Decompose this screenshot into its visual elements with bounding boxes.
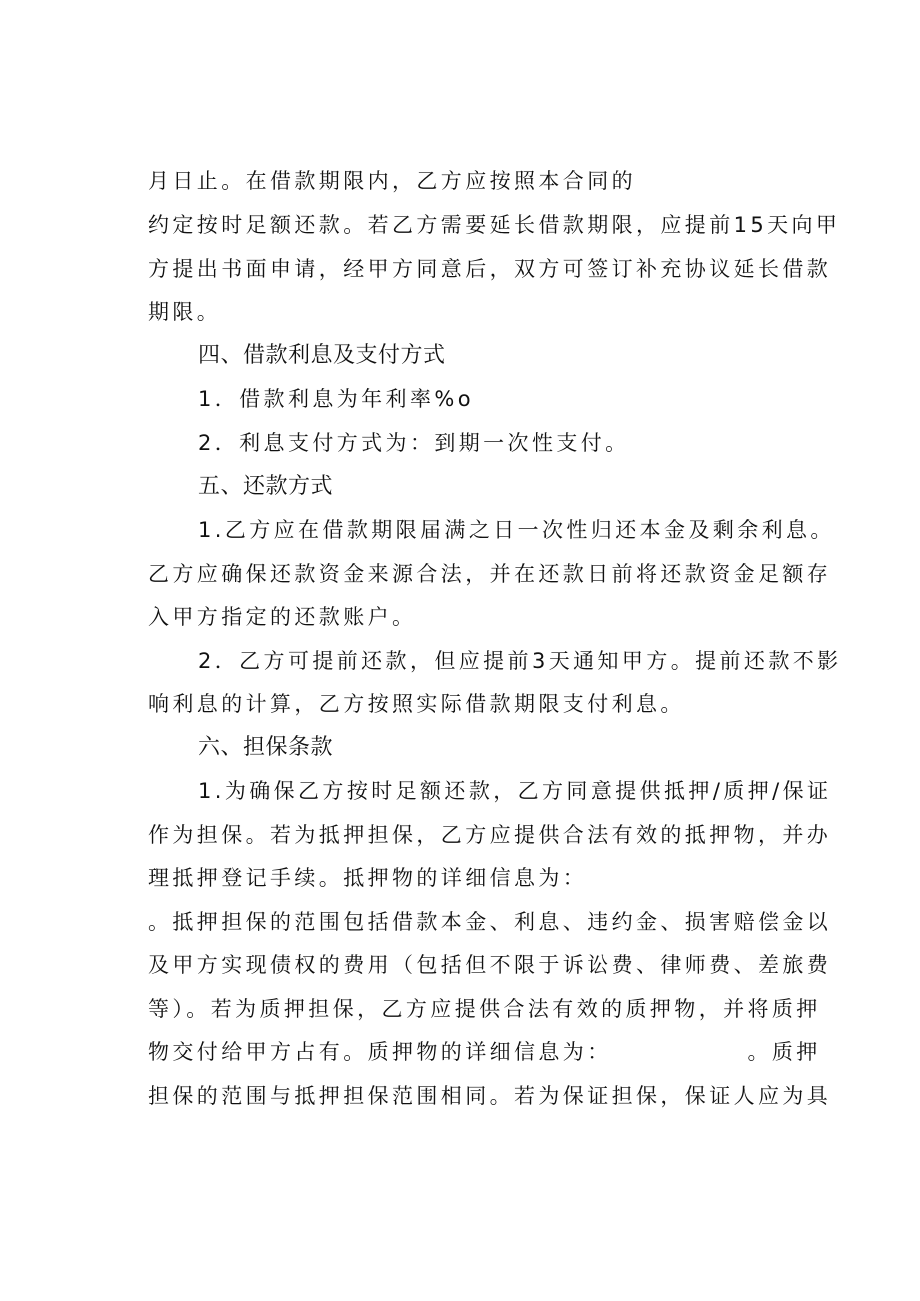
paragraph-line: 作为担保。若为抵押担保，乙方应提供合法有效的抵押物，并办 <box>148 823 832 847</box>
paragraph-line: 2．乙方可提前还款，但应提前3天通知甲方。提前还款不影 <box>198 649 842 673</box>
paragraph-line: 担保的范围与抵押担保范围相同。若为保证担保，保证人应为具 <box>148 1084 832 1108</box>
paragraph-line: 1.为确保乙方按时足额还款，乙方同意提供抵押/质押/保证 <box>198 779 832 803</box>
paragraph-line: 等）。若为质押担保，乙方应提供合法有效的质押物，并将质押 <box>148 997 821 1021</box>
paragraph-line: 2．利息支付方式为：到期一次性支付。 <box>198 431 630 455</box>
paragraph-line: 。抵押担保的范围包括借款本金、利息、违约金、损害赔偿金以 <box>148 910 832 934</box>
paragraph-line: 约定按时足额还款。若乙方需要延长借款期限，应提前15天向甲 <box>148 213 841 237</box>
paragraph-line: 入甲方指定的还款账户。 <box>148 605 417 629</box>
paragraph-line: 期限。 <box>148 300 222 324</box>
section-heading-6: 六、担保条款 <box>198 735 334 760</box>
paragraph-line: 月日止。在借款期限内，乙方应按照本合同的 <box>148 169 636 193</box>
paragraph-line: 乙方应确保还款资金来源合法，并在还款日前将还款资金足额存 <box>148 562 832 586</box>
paragraph-line: 方提出书面申请，经甲方同意后，双方可签订补充协议延长借款 <box>148 257 832 281</box>
section-heading-5: 五、还款方式 <box>198 474 334 499</box>
paragraph-line: 物交付给甲方占有。质押物的详细信息为： 。质押 <box>148 1040 821 1064</box>
paragraph-line: 1．借款利息为年利率%o <box>198 387 474 411</box>
paragraph-line: 响利息的计算，乙方按照实际借款期限支付利息。 <box>148 692 685 716</box>
paragraph-line: 理抵押登记手续。抵押物的详细信息为： <box>148 866 588 890</box>
paragraph-line: 及甲方实现债权的费用（包括但不限于诉讼费、律师费、差旅费 <box>148 953 832 977</box>
paragraph-line: 1.乙方应在借款期限届满之日一次性归还本金及剩余利息。 <box>198 518 835 542</box>
section-heading-4: 四、借款利息及支付方式 <box>198 343 446 368</box>
